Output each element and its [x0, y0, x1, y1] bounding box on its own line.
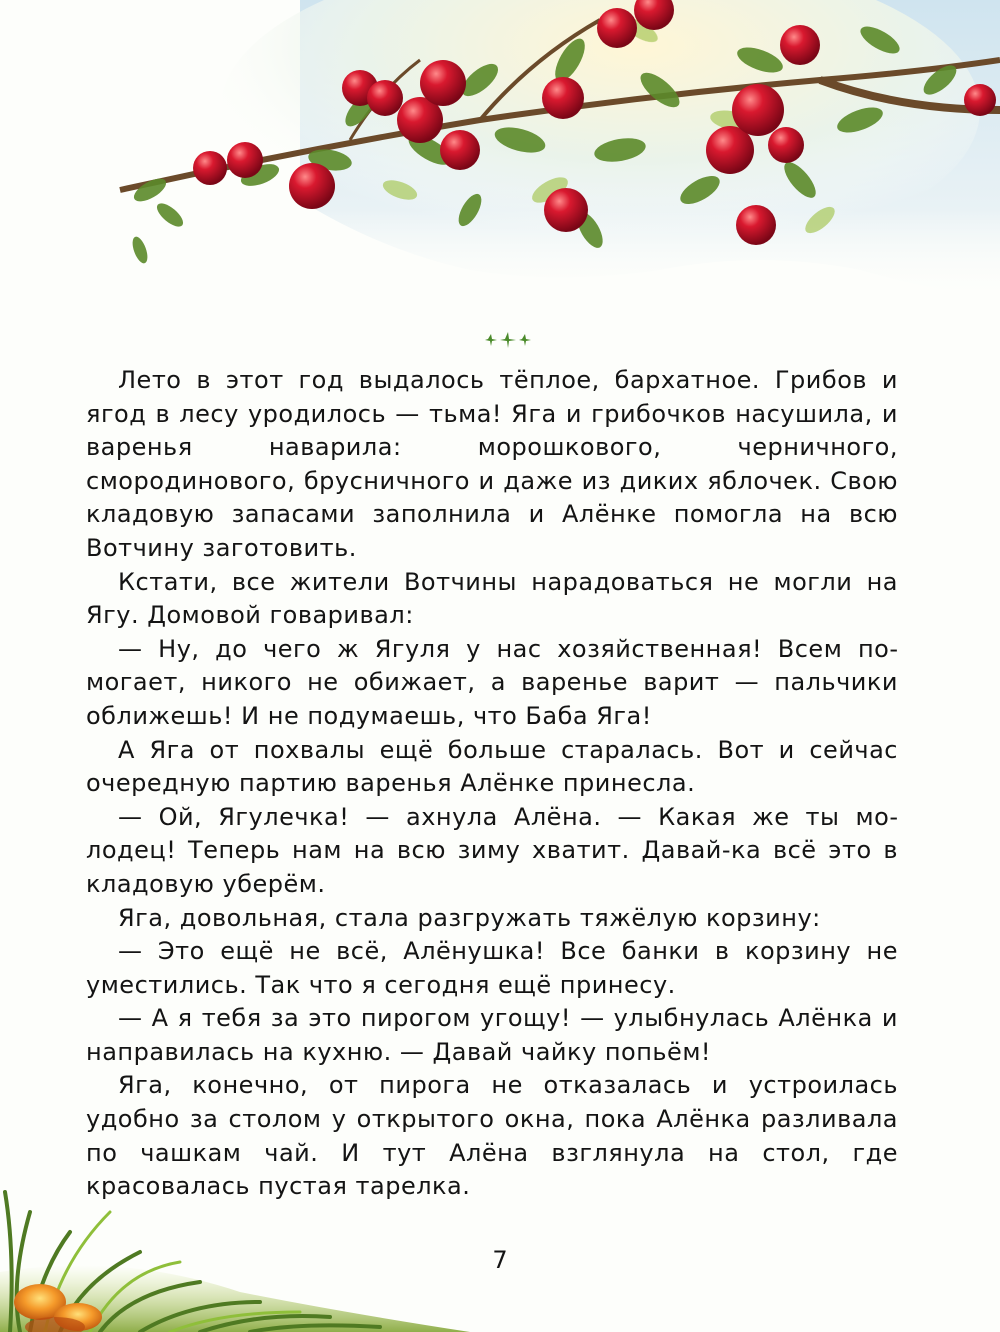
story-text	[86, 364, 898, 1204]
page-number: 7	[492, 1246, 508, 1274]
berry-branch-illustration	[0, 0, 1000, 330]
asterism-ornament	[470, 322, 540, 356]
paragraph: — Ну, до чего ж Ягуля у нас хозяйственная! Всем помогает, никого не обижает, а варенье варит — пальчики оближешь! И не подумаешь, что Баба Яга!	[86, 634, 898, 730]
paragraph: Кстати, все жители Вотчины нарадоваться не могли на Ягу. Домовой говаривал:	[86, 567, 898, 630]
paragraph: Лето в этот год выдалось тёплое, бархатное. Грибов и ягод в лесу уродилось — тьма! Яга и грибочков насушила, и варенья наварила: морошкового, черничного, смородинового, брусничного и даже из диких яблочек. Свою кладовую запасами заполнила и Алёнке помогла на всю Вотчину заготовить.	[86, 366, 898, 562]
paragraph: — А я тебя за это пирогом угощу! — улыбнулась Алёнка и направилась на кухню. — Давай чайку попьём!	[86, 1004, 898, 1066]
paragraph: Яга, довольная, стала разгружать тяжёлую корзину:	[118, 903, 821, 932]
paragraph: — Ой, Ягулечка! — ахнула Алёна. — Какая же ты молодец! Теперь нам на всю зиму хватит. Давай-ка всё это в кладовую уберём.	[86, 802, 898, 898]
paragraph: Яга, конечно, от пирога не отказалась и устроилась удобно за столом у открытого окна, пока Алёнка разливала по чашкам чай. И тут Алёна взглянула на стол, где красовалась пустая тарелка.	[86, 1071, 898, 1201]
paragraph: — Это ещё не всё, Алёнушка! Все банки в корзину не уместились. Так что я сегодня ещё принесу.	[86, 937, 898, 999]
paragraph: А Яга от похвалы ещё больше старалась. Вот и сейчас очередную партию варенья Алёнке принесла.	[86, 735, 898, 798]
grass-flowers-illustration	[0, 1152, 470, 1332]
